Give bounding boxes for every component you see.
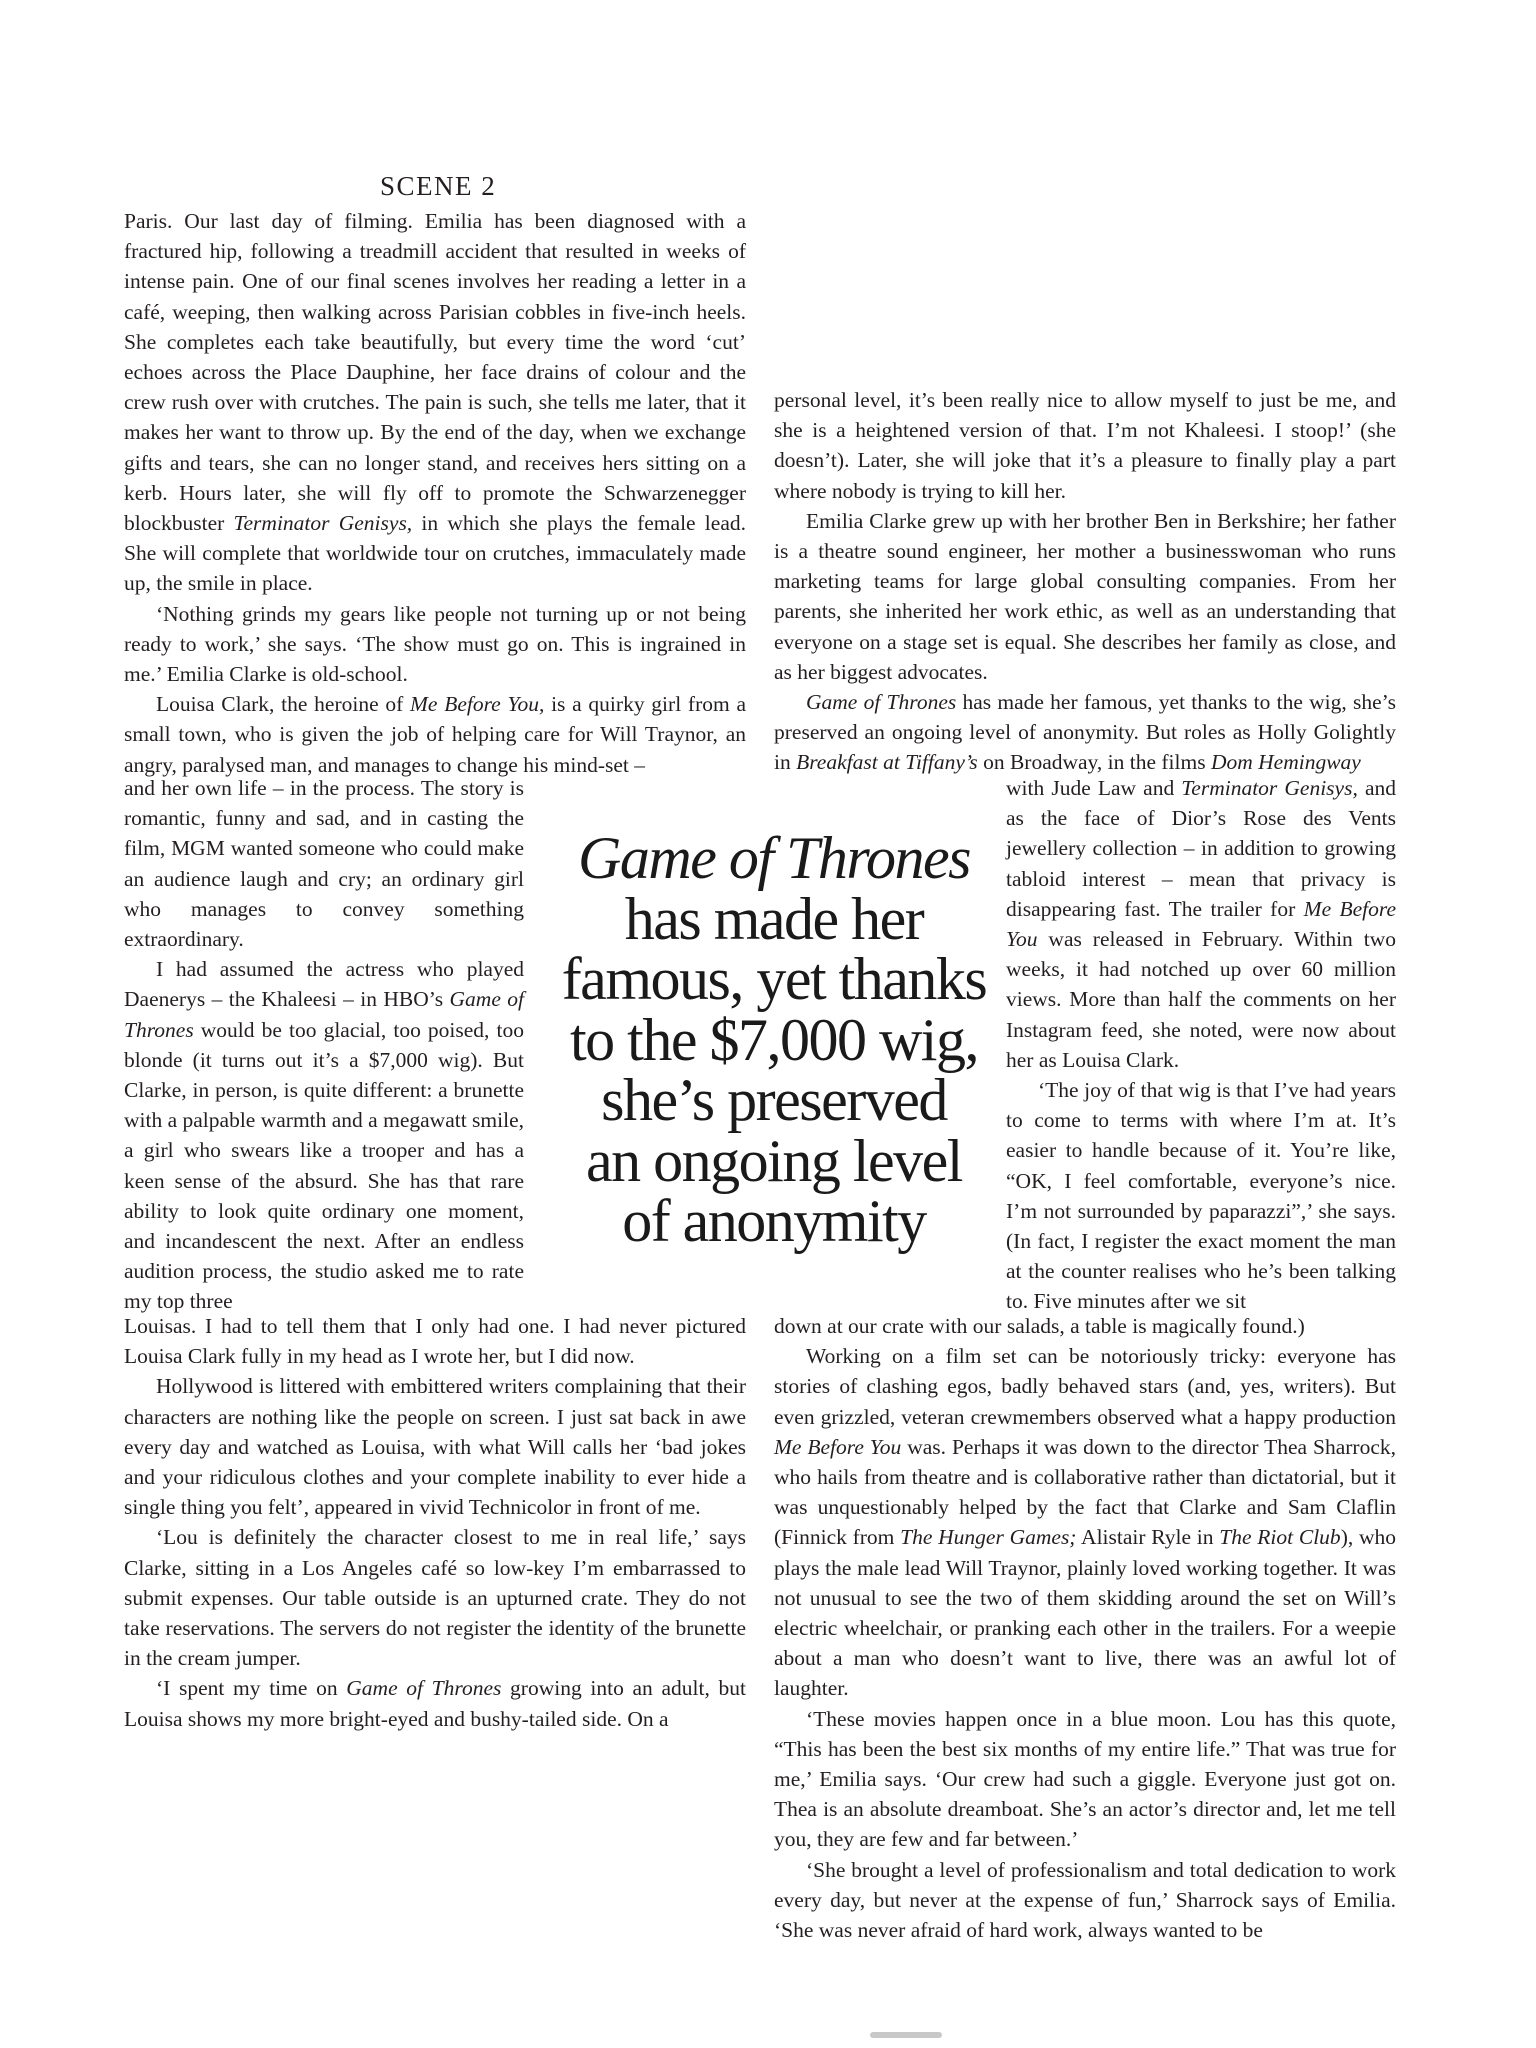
paragraph: with Jude Law and Terminator Genisys, and as the face of Dior’s Rose des Vents jewellery collection – in addition to growing tabloid interest – mean that privacy is disappearing fast. The trailer for Me Before You was released in February. Within two weeks, it had notched up over 60 million views. More than half the comments on her Instagram feed, she noted, were now about her as Louisa Clark. [1006,776,1397,1072]
pull-quote-line: of anonymity [622,1188,926,1254]
paragraph: I had assumed the actress who played Daenerys – the Khaleesi – in HBO’s Game of Thrones would be too glacial, too poised, too blonde (it turns out it’s a $7,000 wig). But Clarke, in person, is quite different: a brunette with a palpable warmth and a megawatt smile, a girl who swears like a trooper and has a keen sense of the absurd. She has that rare ability to look quite ordinary one moment, and incandescent the next. After an endless audition process, the studio asked me to rate my top three [124,957,525,1314]
paragraph: and her own life – in the process. The story is romantic, funny and sad, and in casting the film, MGM wanted someone who could make an audience laugh and cry; an ordinary girl who manages to convey something extraordinary. [124,776,524,952]
paragraph: ‘These movies happen once in a blue moon. Lou has this quote, “This has been the best six months of my entire life.” That was true for me,’ Emilia says. ‘Our crew had such a giggle. Everyone just got on. Thea is an absolute dreamboat. She’s an actor’s director and, let me tell you, they are few and far between.’ [774,1706,1396,1852]
pull-quote-line: she’s preserved [601,1067,947,1133]
paragraph: ‘The joy of that wig is that I’ve had years to come to terms with where I’m at. It’s easier to handle because of it. You’re like, “OK, I feel comfortable, everyone’s nice. I’m not surrounded by paparazzi”,’ she says. (In fact, I register the exact moment the man at the counter realises who he’s been talking to. Five minutes after we sit [1006,1078,1396,1314]
paragraph: ‘Nothing grinds my gears like people not turning up or not being ready to work,’ she says. ‘The show must go on. This is ingrained in me.’ Emilia Clarke is old-school. [124,601,746,687]
pull-quote [548,825,1000,1254]
right-column-bottom [774,1311,1396,1945]
pull-quote-line: to the $7,000 wig, [570,1006,978,1073]
pull-quote-line: an ongoing level [586,1127,962,1194]
pull-quote-line: has made her [624,885,924,952]
paragraph: Paris. Our last day of filming. Emilia has been diagnosed with a fractured hip, following a treadmill accident that resulted in weeks of intense pain. One of our final scenes involves her reading a letter in a café, weeping, then walking across Parisian cobbles in five-inch heels. She completes each take beautifully, but every time the word ‘cut’ echoes across the Place Dauphine, her face drains of colour and the crew rush over with crutches. The pain is such, she tells me later, that it makes her want to throw up. By the end of the day, when we exchange gifts and tears, she can no longer stand, and receives hers sitting on a kerb. Hours later, she will fly off to promote the Schwarzenegger blockbuster Terminator Genisys, in which she plays the female lead. She will complete that worldwide tour on crutches, immaculately made up, the smile in place. [124,209,746,596]
right-column-narrow [1006,773,1396,1317]
paragraph: Louisas. I had to tell them that I only had one. I had never pictured Louisa Clark fully in my head as I wrote her, but I did now. [124,1314,746,1369]
paragraph: Louisa Clark, the heroine of Me Before You, is a quirky girl from a small town, who is given the job of helping care for Will Traynor, an angry, paralysed man, and manages to change his mind-set – [124,692,746,777]
paragraph: ‘She brought a level of professionalism and total dedication to work every day, but never at the expense of fun,’ Sharrock says of Emilia. ‘She was never afraid of hard work, always wanted to be [774,1857,1396,1943]
left-column-narrow [124,773,524,1317]
paragraph: Working on a film set can be notoriously tricky: everyone has stories of clashing egos, badly behaved stars (and, yes, writers). But even grizzled, veteran crewmembers observed what a happy production Me Before You was. Perhaps it was down to the director Thea Sharrock, who hails from theatre and is collaborative rather than dictatorial, but it was unquestionably helped by the fact that Clarke and Sam Claflin (Finnick from The Hunger Games; Alistair Ryle in The Riot Club), who plays the male lead Will Traynor, plainly loved working together. It was not unusual to see the two of them skidding around the set on Will’s electric wheelchair, or pranking each other in the trailers. For a weepie about a man who doesn’t want to live, there was an awful lot of laughter. [774,1344,1397,1701]
paragraph: personal level, it’s been really nice to allow myself to just be me, and she is a heightened version of that. I’m not Khaleesi. I stoop!’ (she doesn’t). Later, she will joke that it’s a pleasure to finally play a part where nobody is trying to kill her. [774,388,1396,503]
right-column-top [774,385,1396,778]
paragraph: ‘Lou is definitely the character closest to me in real life,’ says Clarke, sitting in a Los Angeles café so low-key I’m embarrassed to submit expenses. Our table outside is an upturned crate. They do not take reservations. The servers do not register the identity of the brunette in the cream jumper. [124,1525,746,1671]
section-heading: SCENE 2 [380,171,497,201]
left-column-bottom [124,1311,746,1734]
pull-quote-title: Game of Thrones [578,825,970,891]
paragraph: Emilia Clarke grew up with her brother Ben in Berkshire; her father is a theatre sound engineer, her mother a businesswoman who runs marketing teams for large global consulting companies. From her parents, she inherited her work ethic, as well as an understanding that everyone on a stage set is equal. She describes her family as close, and as her biggest advocates. [774,508,1396,684]
home-indicator[interactable] [870,2032,942,2038]
paragraph: down at our crate with our salads, a table is magically found.) [774,1314,1305,1338]
paragraph: Game of Thrones has made her famous, yet thanks to the wig, she’s preserved an ongoing level of anonymity. But roles as Holly Golightly in Breakfast at Tiffany’s on Broadway, in the films Dom Hemingway [774,690,1396,775]
paragraph: ‘I spent my time on Game of Thrones growing into an adult, but Louisa shows my more bright-eyed and bushy-tailed side. On a [124,1676,746,1731]
pull-quote-line: famous, yet thanks [561,946,987,1012]
paragraph: Hollywood is littered with embittered writers complaining that their characters are nothing like the people on screen. I just sat back in awe every day and watched as Louisa, with what Will calls her ‘bad jokes and your ridiculous clothes and your complete inability to ever hide a single thing you felt’, appeared in vivid Technicolor in front of me. [124,1374,746,1520]
left-column-top [124,206,746,780]
